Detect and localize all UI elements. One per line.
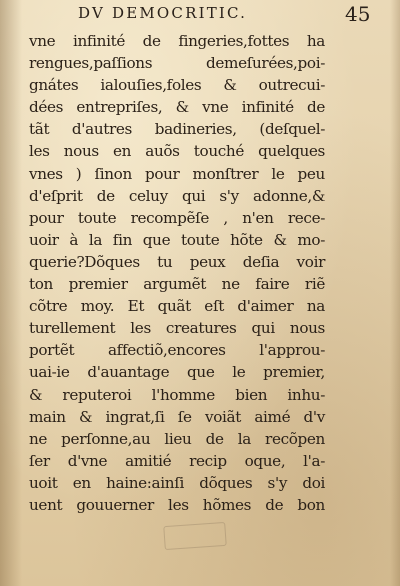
text-line: uent gouuerner les hõmes de bon xyxy=(29,495,325,514)
text-line: rengues,paſſions demeſurées,poi- xyxy=(29,54,325,73)
text-line: d'eſprit de celuy qui s'y adonne,& xyxy=(29,186,325,205)
text-line: vnes ) ſinon pour monſtrer le peu xyxy=(29,164,325,183)
library-stamp xyxy=(163,522,227,550)
text-line: les nous en auõs touché quelques xyxy=(29,142,325,161)
text-line: ne perſonne,au lieu de la recõpen xyxy=(29,429,325,448)
text-line: uoit en haine:ainſi dõques s'y doi xyxy=(29,473,325,492)
page-edge-shadow xyxy=(390,0,400,586)
running-head: DV DEMOCRITIC. xyxy=(78,4,248,22)
text-line: main & ingrat,ſi ſe voiãt aimé d'v xyxy=(29,407,325,426)
text-line: cõtre moy. Et quãt eſt d'aimer na xyxy=(29,297,325,316)
text-line: tãt d'autres badineries, (deſquel- xyxy=(29,120,325,139)
gutter-shadow xyxy=(0,0,22,586)
text-line: querie?Dõques tu peux deſia voir xyxy=(29,252,325,271)
text-line: dées entrepriſes, & vne infinité de xyxy=(29,98,325,117)
text-line: uai-ie d'auantage que le premier, xyxy=(29,363,325,382)
text-line: pour toute recompẽſe , n'en rece- xyxy=(29,208,325,227)
text-line: uoir à la fin que toute hõte & mo- xyxy=(29,230,325,249)
text-line: & reputeroi l'homme bien inhu- xyxy=(29,385,325,404)
text-line: ſer d'vne amitié recip oque, l'a- xyxy=(29,451,325,470)
text-line: vne infinité de fingeries,fottes ha xyxy=(29,32,325,50)
text-line: gnátes ialouſies,foles & outrecui- xyxy=(29,76,325,95)
text-line: ton premier argumẽt ne faire riẽ xyxy=(29,275,325,294)
body-text xyxy=(29,30,325,516)
text-line: portẽt affectiõ,encores l'approu- xyxy=(29,341,325,360)
page-number: 45 xyxy=(345,2,371,26)
text-line: turellement les creatures qui nous xyxy=(29,319,325,338)
